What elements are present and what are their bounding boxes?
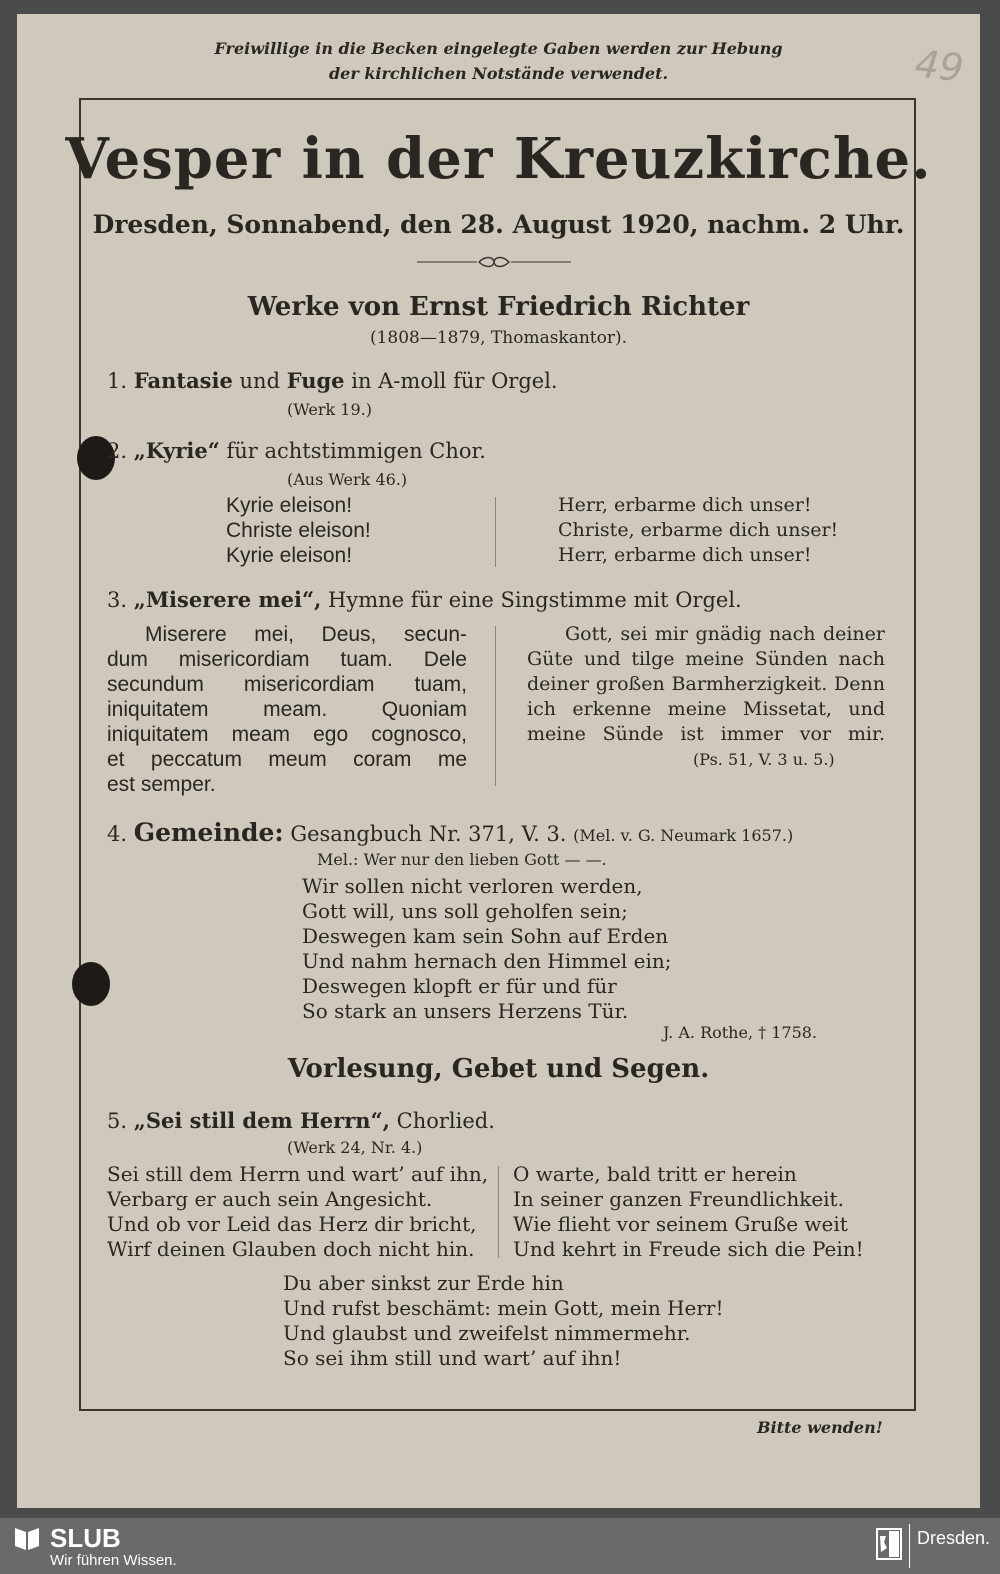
- item-opus: (Aus Werk 46.): [287, 470, 408, 489]
- item-title: „Miserere mei“,: [133, 587, 322, 612]
- column-divider: [495, 497, 496, 567]
- item-opus: (Werk 24, Nr. 4.): [287, 1138, 423, 1157]
- item-title: Gemeinde:: [133, 818, 284, 847]
- slub-logo-icon: [12, 1524, 42, 1554]
- footer-divider: [909, 1524, 910, 1568]
- dresden-logo-text[interactable]: Dresden.: [917, 1528, 991, 1548]
- chorlied-left-stanza: Sei still dem Herrn und wart’ auf ihn, Verbarg er auch sein Angesicht. Und ob vor Leid das Herz dir bricht, Wirf deinen Glauben doch nicht hin.: [107, 1162, 489, 1261]
- composer-dates: (1808—1879, Thomaskantor).: [369, 328, 628, 348]
- hymn-verse: Wir sollen nicht verloren werden, Gott will, uns soll geholfen sein; Deswegen kam sein Sohn auf Erden Und nahm hernach den Himmel ein; Deswegen klopft er für und für So stark an unsers Herzens Tür.: [302, 874, 672, 1023]
- melody-note: Mel.: Wer nur den lieben Gott — —.: [317, 850, 607, 869]
- program-item-4: 4. Gemeinde: Gesangbuch Nr. 371, V. 3. (Mel. v. G. Neumark 1657.): [107, 818, 794, 847]
- kyrie-latin-text: Kyrie eleison! Christe eleison! Kyrie eleison!: [226, 494, 371, 567]
- item-title-2: Fuge: [286, 368, 345, 393]
- section-heading: Vorlesung, Gebet und Segen.: [287, 1054, 710, 1084]
- item-number: 3.: [107, 588, 128, 612]
- footer-bar: [0, 1518, 1000, 1574]
- item-opus: (Werk 19.): [287, 400, 372, 419]
- composer-heading: Werke von Ernst Friedrich Richter: [247, 292, 750, 322]
- item-number: 4.: [107, 822, 128, 846]
- event-date: Dresden, Sonnabend, den 28. August 1920, nachm. 2 Uhr.: [92, 210, 905, 239]
- slub-logo-text[interactable]: SLUB: [50, 1523, 121, 1553]
- column-divider: [495, 626, 496, 786]
- chorlied-final-stanza: Du aber sinkst zur Erde hin Und rufst beschämt: mein Gott, mein Herr! Und glaubst und zweifelst nimmermehr. So sei ihm still und wart’ auf ihn!: [283, 1271, 724, 1370]
- column-divider: [498, 1166, 499, 1258]
- miserere-latin-text: Miserere mei, Deus, secun- dum misericordiam tuam. Dele secundum misericordiam tuam, iniquitatem meam. Quoniam iniquitatem meam ego cognosco, et peccatum meum coram me est semper.: [107, 623, 467, 796]
- psalm-reference: (Ps. 51, V. 3 u. 5.): [693, 750, 835, 769]
- dresden-coat-of-arms-icon: [876, 1528, 902, 1560]
- melody-credit: (Mel. v. G. Neumark 1657.): [573, 826, 794, 845]
- kyrie-german-text: Herr, erbarme dich unser! Christe, erbarme dich unser! Herr, erbarme dich unser!: [558, 494, 839, 566]
- program-item-5: 5. „Sei still dem Herrn“, Chorlied.: [107, 1108, 495, 1133]
- donation-notice: Freiwillige in die Becken eingelegte Gaben werden zur Hebung der kirchlichen Notstände verwendet.: [214, 39, 783, 83]
- ornament-divider: [417, 254, 571, 270]
- slub-tagline: Wir führen Wissen.: [50, 1552, 177, 1569]
- program-item-1: 1. Fantasie und Fuge in A-moll für Orgel.: [107, 368, 558, 393]
- item-number: 2.: [107, 439, 128, 463]
- item-number: 1.: [107, 369, 128, 393]
- item-title: „Kyrie“: [133, 438, 220, 463]
- item-number: 5.: [107, 1109, 128, 1133]
- item-title: „Sei still dem Herrn“,: [133, 1108, 390, 1133]
- program-sheet: [17, 14, 980, 1508]
- item-title: Fantasie: [133, 368, 233, 393]
- page-title: Vesper in der Kreuzkirche.: [65, 126, 932, 192]
- hymn-author: J. A. Rothe, † 1758.: [663, 1023, 818, 1042]
- program-item-2: 2. „Kyrie“ für achtstimmigen Chor.: [107, 438, 486, 463]
- punch-hole: [72, 962, 110, 1006]
- chorlied-right-stanza: O warte, bald tritt er herein In seiner ganzen Freundlichkeit. Wie flieht vor seinem Gruße weit Und kehrt in Freude sich die Pein!: [513, 1162, 864, 1261]
- pencil-page-number: 49: [912, 41, 966, 91]
- program-item-3: 3. „Miserere mei“, Hymne für eine Singstimme mit Orgel.: [107, 587, 742, 612]
- miserere-german-text: Gott, sei mir gnädig nach deiner Güte und tilge meine Sünden nach deiner großen Barmherzigkeit. Denn ich erkenne meine Missetat, und meine Sünde ist immer vor mir.: [527, 623, 885, 745]
- please-turn-note: Bitte wenden!: [757, 1418, 883, 1437]
